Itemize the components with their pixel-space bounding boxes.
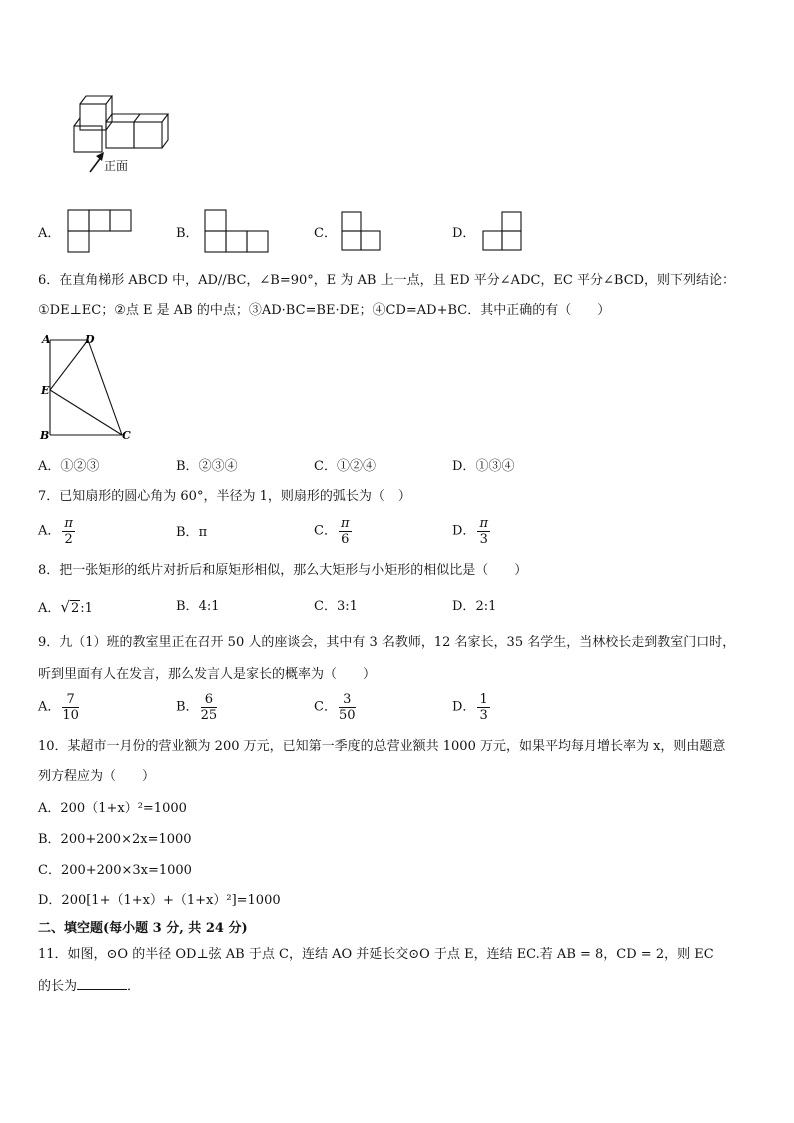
q9-stem-line2: 听到里面有人在发言，那么发言人是家长的概率为（ ） — [38, 667, 377, 682]
q7-option-a: A． $\frac{\pi}{2}$ — [38, 516, 73, 547]
q5-option-a-figure — [67, 209, 133, 253]
q9-option-a: A． $\frac{7}{10}$ — [38, 692, 79, 723]
q6-option-a: A．①②③ — [38, 459, 100, 474]
label-d: D — [85, 333, 95, 346]
q10-option-a: A．200（1+x）²=1000 — [38, 801, 187, 816]
q5-option-c-figure — [341, 211, 383, 253]
q5-option-d-letter: D． — [452, 226, 476, 241]
q7-option-b: B．π — [176, 525, 208, 540]
q9-option-c: C． $\frac{3}{50}$ — [314, 692, 356, 723]
section2-title: 二、填空题(每小题 3 分, 共 24 分) — [38, 921, 248, 936]
label-a: A — [42, 333, 51, 346]
q5-option-d-figure — [482, 211, 524, 253]
q5-option-c-letter: C． — [314, 226, 337, 241]
q10-stem-line2: 列方程应为（ ） — [38, 769, 156, 784]
q5-option-a-letter: A． — [38, 226, 61, 241]
answer-blank[interactable] — [77, 977, 127, 990]
q10-stem-line1: 10．某超市一月份的营业额为 200 万元，已知第一季度的总营业额共 1000 万元，如果平均每月增长率为 x，则由题意 — [38, 739, 726, 754]
q6-stem-line1: 6．在直角梯形 ABCD 中，AD//BC，∠B=90°，E 为 AB 上一点，且 ED 平分∠ADC，EC 平分∠BCD，则下列结论： — [38, 273, 736, 288]
label-c: C — [122, 429, 131, 442]
q10-option-d: D．200[1+（1+x）+（1+x）²]=1000 — [38, 893, 281, 908]
q8-option-d: D．2:1 — [452, 599, 497, 614]
q5-option-b-figure — [204, 209, 270, 253]
q5-option-b-letter: B． — [176, 226, 199, 241]
q8-option-b: B．4:1 — [176, 599, 220, 614]
q7-stem: 7．已知扇形的圆心角为 60°，半径为 1，则扇形的弧长为（ ） — [38, 489, 411, 504]
q8-stem: 8．把一张矩形的纸片对折后和原矩形相似，那么大矩形与小矩形的相似比是（ ） — [38, 563, 528, 578]
q6-option-b: B．②③④ — [176, 459, 238, 474]
q8-option-c: C．3:1 — [314, 599, 358, 614]
q11-stem-line1: 11．如图，⊙O 的半径 OD⊥弦 AB 于点 C，连结 AO 并延长交⊙O 于点 E，连结 EC.若 AB = 8，CD = 2，则 EC — [38, 947, 714, 962]
q9-stem-line1: 9．九（1）班的教室里正在召开 50 人的座谈会，其中有 3 名教师，12 名家长，35 名学生，当林校长走到教室门口时， — [38, 635, 736, 650]
q9-option-d: D． $\frac{1}{3}$ — [452, 692, 488, 723]
q6-option-d: D．①③④ — [452, 459, 515, 474]
front-label: 正面 — [104, 159, 129, 173]
q8-option-a: A．√2:1 — [38, 598, 93, 616]
q9-option-b: B． $\frac{6}{25}$ — [176, 692, 218, 723]
trapezoid-figure — [38, 332, 138, 444]
q6-option-c: C．①②④ — [314, 459, 376, 474]
label-b: B — [40, 429, 50, 442]
q11-stem-line2: 的长为 ． — [38, 979, 141, 994]
q10-option-c: C．200+200×3x=1000 — [38, 863, 192, 878]
sqrt-symbol: √ — [60, 598, 70, 616]
q10-option-b: B．200+200×2x=1000 — [38, 832, 192, 847]
q7-option-c: C． $\frac{\pi}{6}$ — [314, 516, 350, 547]
q7-option-d: D． $\frac{\pi}{3}$ — [452, 516, 488, 547]
label-e: E — [41, 384, 50, 397]
q6-stem-line2: ①DE⊥EC；②点 E 是 AB 的中点；③AD·BC=BE·DE；④CD=AD+BC．其中正确的有（ ） — [38, 303, 611, 318]
